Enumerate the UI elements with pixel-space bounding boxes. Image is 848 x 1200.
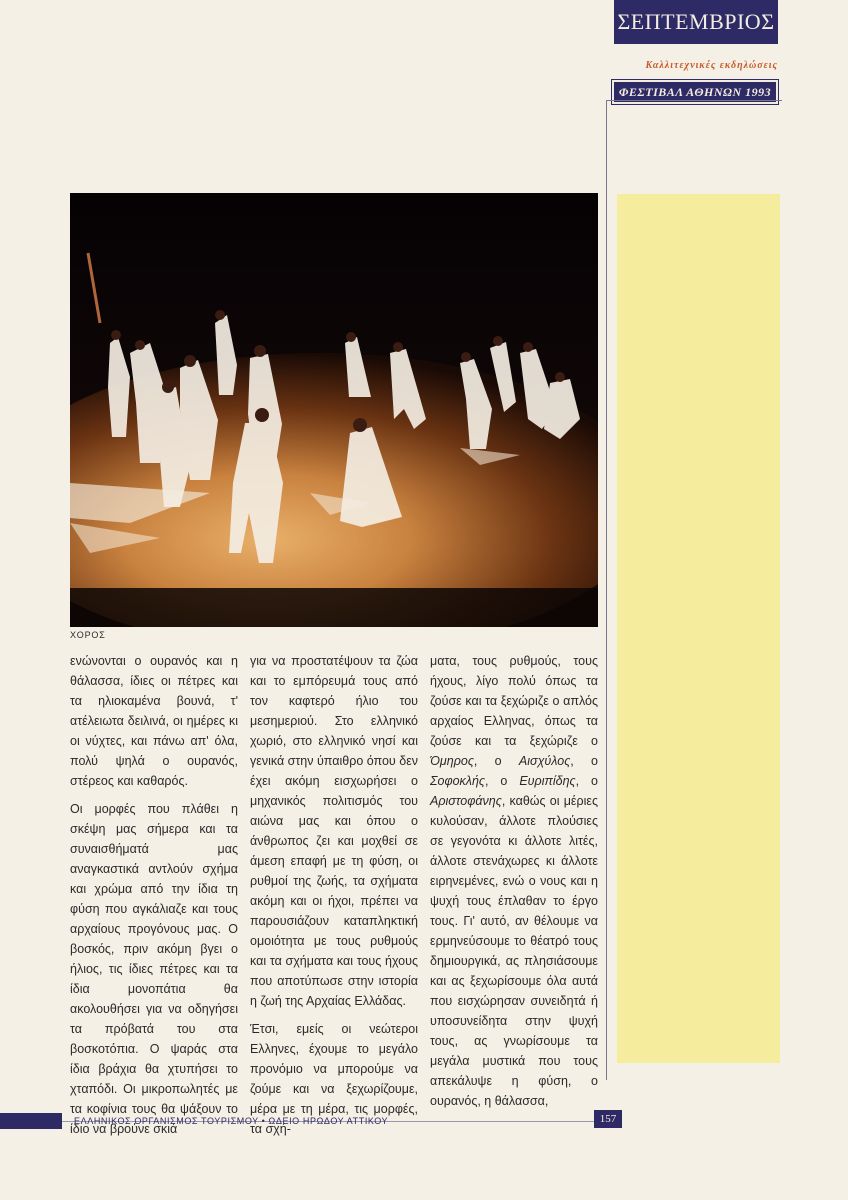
dance-photo <box>70 193 598 627</box>
name-aristofanis: Αριστοφάνης <box>430 794 502 808</box>
month-title: ΣΕΠΤΕΜΒΡΙΟΣ <box>614 0 778 44</box>
paragraph <box>430 651 598 1111</box>
name-evripidis: Ευριπίδης <box>519 774 576 788</box>
text-column-3 <box>430 651 598 1119</box>
text-run: , ο <box>473 754 519 768</box>
text-run: , ο <box>484 774 520 788</box>
footer-accent-bar <box>0 1113 62 1129</box>
text-run: ματα, τους ρυθμούς, τους ήχους, λίγο πολύ όπως τα ζούσε και τα ξεχώριζε ο απλός αρχαίος Ελληνας, όπως τα ζούσε και τα ξεχώριζε ο <box>430 654 598 748</box>
text-run: , καθώς οι μέριες κυλούσαν, άλλοτε πλούσιες σε γεγονότα κι άλλοτε λιτές, άλλοτε στενάχωρες κι άλλοτε ειρηνεμένες, ενώ ο νους και η ψυχή τους έπλαθαν το έργο τους. Γι' αυτό, αν θέλουμε να ερμηνεύσουμε το θέατρό τους δημιουργικά, ας πλησιάσουμε και ας ξεχωρίσουμε όλα αυτά που εισχώρησαν συνειδητά ή υποσυνείδητα στην ψυχή τους, ας γνωρίσουμε τα μεγάλα μυστικά που τους απεκάλυψε η φύση, ο ουρανός, η θάλασσα, <box>430 794 598 1108</box>
text-run: , ο <box>570 754 598 768</box>
horizontal-rule <box>606 100 782 101</box>
footer-text: ΕΛΛΗΝΙΚΟΣ ΟΡΓΑΝΙΣΜΟΣ ΤΟΥΡΙΣΜΟΥ • ΩΔΕΙΟ ΗΡΩΔΟΥ ΑΤΤΙΚΟΥ <box>74 1116 389 1126</box>
paragraph: Οι μορφές που πλάθει η σκέψη μας σήμερα και τα συναισθήματά μας αναγκαστικά αντλούν σχήμα και χρώμα από την ίδια τη φύση που αγκάλιαζε και τους αρχαίους προγόνους μας. Ο βοσκός, πριν ακόμη βγει ο ήλιος, τις ίδιες πέτρες και τα ίδια μονοπάτια θα ακολουθήσει για να οδηγήσει τα πρόβατά του στα βοσκοτόπια. Ο ψαράς στα ίδια βράχια θα χτυπήσει το χταπόδι. Οι μικροπωλητές με τα κοφίνια τους θα ψάξουν το ίδιο να βρούνε σκιά <box>70 802 238 1136</box>
name-aischylos: Αισχύλος <box>518 754 571 768</box>
text-column-1 <box>70 651 238 1147</box>
name-omiros: Όμηρος <box>430 754 474 768</box>
festival-banner: ΦΕΣΤΙΒΑΛ ΑΘΗΝΩΝ 1993 <box>612 80 778 104</box>
vertical-rule <box>606 100 607 1080</box>
text-run: , ο <box>575 774 598 788</box>
section-subtitle: Καλλιτεχνικές εκδηλώσεις <box>645 60 778 71</box>
dance-photo-illustration <box>70 193 598 627</box>
page-number: 157 <box>594 1110 622 1128</box>
paragraph: Έτσι, εμείς οι νεώτεροι Ελληνες, έχουμε το μεγάλο προνόμιο να μπορούμε να ζούμε και να ξεχωρίζουμε, μέρα με τη μέρα, τις μορφές, τα σχή- <box>250 1022 418 1136</box>
paragraph: για να προστατέψουν τα ζώα και το εμπόρευμά τους από τον καφτερό ήλιο του μεσημεριού. Στο ελληνικό χωριό, στο ελληνικό νησί και γενικά στην ύπαιθρο όπου δεν έχει ακόμη εισχωρήσει ο μηχανικός πολιτισμός του αιώνα μας και όπου ο άνθρωπος ζει και μοχθεί σε άμεση επαφή με τη φύση, οι ρυθμοί της ζωής, τα σχήματα ακόμη και οι ήχοι, πρέπει να παρουσιάζουν καταπληκτική ομοιότητα με τους ρυθμούς και τα σχήματα και τους ήχους που αποτύπωσε στην ιστορία η ζωή της Αρχαίας Ελλάδας. <box>250 654 419 1008</box>
paragraph: ενώνονται ο ουρανός και η θάλασσα, ίδιες οι πέτρες και τα ηλιοκαμένα βουνά, τ' ατέλειωτα δειλινά, οι ημέρες κι οι νύχτες, και πάνω απ' όλα, πολύ ψηλά ο ουρανός, στέρεος και καθαρός. <box>70 654 238 788</box>
name-sofoklis: Σοφοκλής <box>430 774 485 788</box>
text-column-2 <box>250 651 418 1147</box>
photo-caption: ΧΟΡΟΣ <box>70 630 106 640</box>
sidebar-color-block <box>617 194 780 1063</box>
